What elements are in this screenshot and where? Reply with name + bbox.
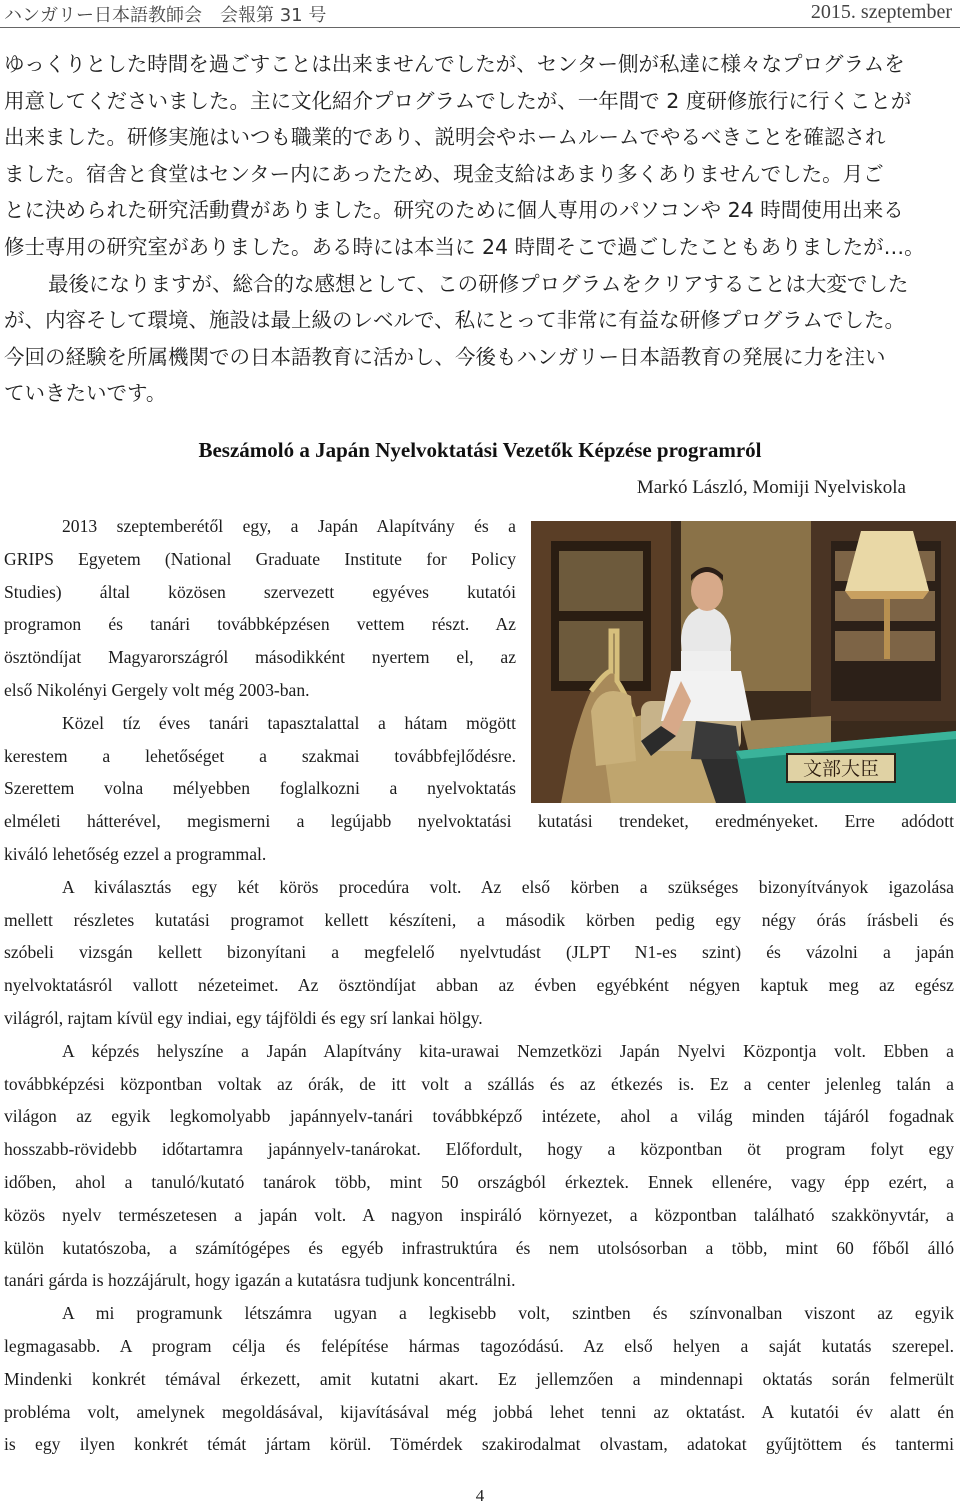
page-header (0, 0, 960, 24)
body-line: legmagasabb. A program célja és felépítése hármas tagozódású. Az első helyen a saját kutatás szerepel. (4, 1335, 954, 1356)
japanese-line: 最後になりますが、総合的な感想として、この研修プログラムをクリアすることは大変でした (48, 271, 909, 296)
body-line: mellett részletes kutatási programot kellett készíteni, a második körben pedig egy négy órás írásbeli és (4, 909, 954, 930)
body-line: szóbeli vizsgán kellett bizonyítani a megfelelő nyelvtudást (JLPT N1-es szint) és vázolni a japán (4, 942, 954, 963)
plaque-label: 文部大臣 (802, 758, 880, 780)
body-line: A kiválasztás egy két körös procedúra volt. Az első körben a szükséges bizonyítványok igazolása (62, 876, 954, 897)
body-line: időben, ahol a tanuló/kutató tanárok több, mint 50 országból érkeztek. Ennek ellenére, vagy épp ezért, a (4, 1171, 954, 1192)
japanese-line: ました。宿舎と食堂はセンター内にあったため、現金支給はあまり多くありませんでした。月ご (4, 161, 884, 186)
japanese-line: 用意してくださいました。主に文化紹介プログラムでしたが、一年間で 2 度研修旅行に行くことが (4, 88, 912, 113)
body-line: GRIPS Egyetem (National Graduate Institute for Policy (4, 548, 516, 569)
japanese-line: とに決められた研究活動費がありました。研究のために個人専用のパソコンや 24 時間使用出来る (4, 198, 904, 223)
body-line: világról, rajtam kívül egy indiai, egy tájföldi és egy srí lankai hölgy. (4, 1007, 483, 1028)
body-line: ösztöndíjat Magyarországról másodikként nyertem el, az (4, 647, 516, 668)
body-line: nyelvoktatásról vallott nézeteimet. Az ösztöndíjat abban az évben egyébként négyen kaptuk meg az egész (4, 975, 954, 996)
body-line: is egy ilyen konkrét témát jártam körül. Tömérdek szakirodalmat olvastam, adatokat gyűjtöttem és tantermi (4, 1434, 954, 1455)
body-line: közös nyelv természetesen a japán volt. A nagyon inspiráló környezet, a központban található szakkönyvtár, a (4, 1204, 954, 1225)
newsletter-title: ハンガリー日本語教師会 会報第 31 号 (4, 5, 327, 26)
body-line: Közel tíz éves tanári tapasztalattal a hátam mögött (62, 712, 516, 733)
body-line: A képzés helyszíne a Japán Alapítvány kita-urawai Nemzetközi Japán Nyelvi Központja volt. Ebben a (62, 1040, 954, 1061)
body-line: továbbképzési központban voltak az órák, de itt volt a szállás és az étkezés is. Ez a center jelenleg talán a (4, 1073, 954, 1094)
body-line: programon és tanári továbbképzésen vettem részt. Az (4, 614, 516, 635)
body-line: világon az egyik legkomolyabb japánnyelv-tanári továbbképző intézete, ahol a világ minden tájáról fogadnak (4, 1106, 954, 1127)
body-line: kerestem a lehetőséget a szakmai továbbfejlődésre. (4, 745, 516, 766)
page-number: 4 (475, 1486, 485, 1505)
body-line: A mi programunk létszámra ugyan a legkisebb volt, szintben és színvonalban viszont az egyik (62, 1303, 954, 1324)
header-rule (0, 27, 960, 28)
body-line: első Nikolényi Gergely volt még 2003-ban. (4, 679, 310, 700)
body-line: külön kutatószoba, a számítógépes és egyéb infrastruktúra és nem utolsósorban a több, mint 60 főből álló (4, 1237, 954, 1258)
body-line: Szerettem volna mélyebben foglalkozni a nyelvoktatás (4, 778, 516, 799)
japanese-line: ていきたいです。 (4, 381, 167, 406)
body-line: probléma volt, amelynek megoldásával, kijavításával még jobbá lehet tenni az oktatást. A kutatói év alatt én (4, 1401, 954, 1422)
body-line: 2013 szeptemberétől egy, a Japán Alapítvány és a (62, 516, 516, 536)
body-line: Studies) által közösen szervezett egyéves kutatói (4, 581, 516, 602)
japanese-section (4, 46, 954, 412)
article-author: Markó László, Momiji Nyelviskola (636, 477, 906, 498)
body-line: tanári gárda is hozzájárult, hogy igazán a kutatásra tudjunk koncentrálni. (4, 1270, 516, 1291)
japanese-line: が、内容そして環境、施設は最上級のレベルで、私にとって非常に有益な研修プログラムでした。 (4, 308, 905, 333)
body-line: hosszabb-rövidebb időtartamra japánnyelv-tanárokat. Előfordult, hogy a központban öt program folyt egy (4, 1139, 954, 1160)
body-line: kiváló lehetőség ezzel a programmal. (4, 843, 267, 864)
body-line: elméleti hátterével, megismerni a legújabb nyelvoktatási kutatási trendeket, eredményeket. Erre adódott (4, 811, 954, 832)
japanese-line: 今回の経験を所属機関での日本語教育に活かし、今後もハンガリー日本語教育の発展に力を注い (4, 344, 886, 369)
japanese-line: 出来ました。研修実施はいつも職業的であり、説明会やホームルームでやるべきことを確認され (4, 125, 886, 150)
body-line: Mindenki konkrét témával érkezett, amit kutatni akart. Ez jellemzően a mindennapi oktatás során felmerült (4, 1368, 954, 1389)
article-title: Beszámoló a Japán Nyelvoktatási Vezetők Képzése programról (198, 438, 762, 462)
japanese-line: 修士専用の研究室がありました。ある時には本当に 24 時間そこで過ごしたこともありましたが…。 (4, 234, 925, 259)
article-body (4, 510, 954, 1461)
japanese-line: ゆっくりとした時間を過ごすことは出来ませんでしたが、センター側が私達に様々なプログラムを (4, 52, 905, 76)
issue-date: 2015. szeptember (810, 1, 952, 23)
